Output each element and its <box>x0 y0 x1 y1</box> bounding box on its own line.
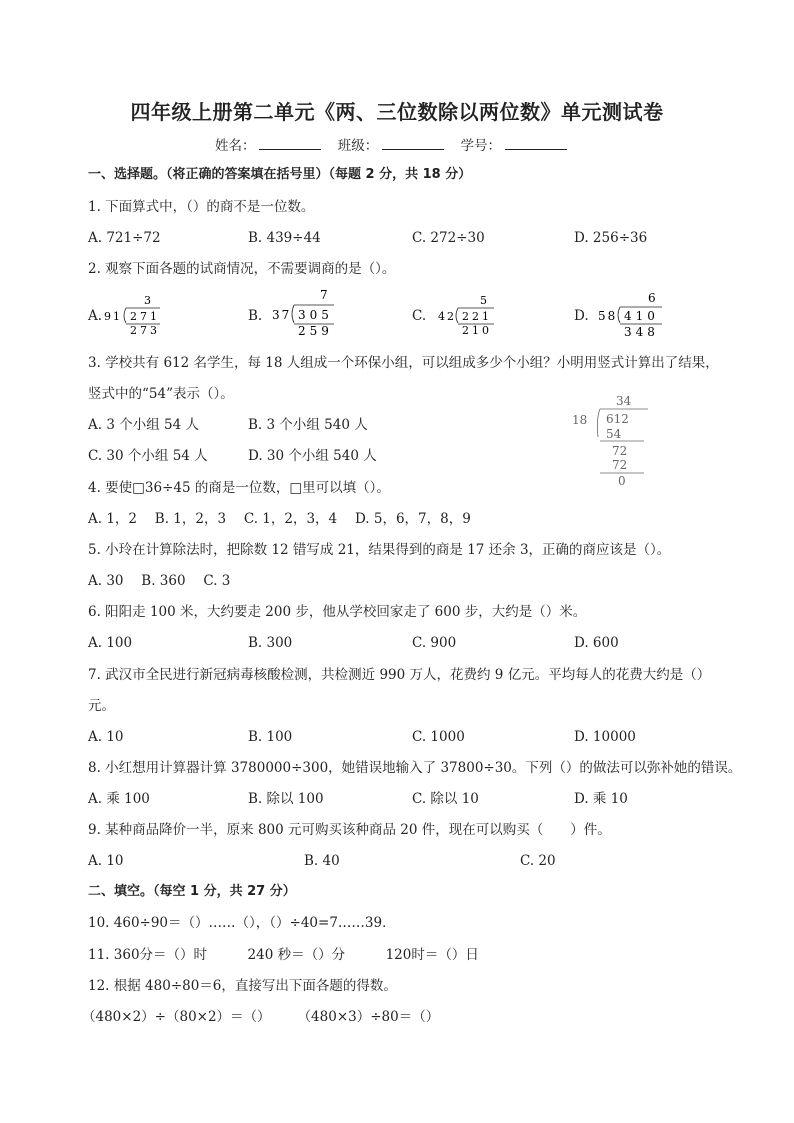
dividend: 305 <box>298 308 333 322</box>
q2-division-a <box>102 292 172 346</box>
id-blank[interactable] <box>505 137 567 150</box>
q2-option-d: D. <box>574 308 589 324</box>
question-4: 4. 要使□36÷45 的商是一位数，□里可以填（）。 <box>88 480 390 496</box>
page-title: 四年级上册第二单元《两、三位数除以两位数》单元测试卷 <box>130 100 664 124</box>
divisor: 58 <box>598 309 618 323</box>
q6-option-d: D. 600 <box>574 635 619 651</box>
question-1: 1. 下面算式中，（）的商不是一位数。 <box>88 199 315 215</box>
q2-option-a: A. <box>88 308 103 324</box>
q6-option-a: A. 100 <box>88 635 133 651</box>
section-2-heading: 二、填空。（每空 1 分，共 27 分） <box>88 884 296 899</box>
q3-long-division <box>568 393 658 493</box>
divisor: 37 <box>272 308 292 322</box>
section-1-heading: 一、选择题。（将正确的答案填在括号里）（每题 2 分，共 18 分） <box>88 167 472 182</box>
product: 348 <box>624 325 659 339</box>
q7-option-d: D. 10000 <box>574 729 636 745</box>
q8-option-a: A. 乘 100 <box>88 791 150 807</box>
question-7-line-2: 元。 <box>88 698 115 714</box>
quotient: 5 <box>480 294 487 307</box>
question-12: 12. 根据 480÷80＝6，直接写出下面各题的得数。 <box>88 978 397 994</box>
q8-option-c: C. 除以 10 <box>412 791 479 807</box>
q1-option-a: A. 721÷72 <box>88 230 161 246</box>
product: 210 <box>462 324 492 337</box>
q9-option-a: A. 10 <box>88 853 124 869</box>
student-info <box>0 134 794 154</box>
question-3-line-2: 竖式中的“54”表示（）。 <box>88 386 234 402</box>
question-2: 2. 观察下面各题的试商情况，不需要调商的是（）。 <box>88 261 396 277</box>
q5-options: A. 30 B. 360 C. 3 <box>88 573 231 589</box>
q2-division-d <box>596 290 668 346</box>
q3-option-c: C. 30 个小组 54 人 <box>88 448 208 464</box>
name-blank[interactable] <box>259 137 321 150</box>
q6-option-c: C. 900 <box>412 635 457 651</box>
q9-option-c: C. 20 <box>520 853 556 869</box>
quotient: 7 <box>320 288 328 302</box>
question-11: 11. 360分＝（）时 240 秒＝（）分 120时＝（）日 <box>88 947 479 963</box>
product: 273 <box>130 324 160 337</box>
question-5: 5. 小玲在计算除法时，把除数 12 错写成 21，结果得到的商是 17 还余 3，正确的商应该是（）。 <box>88 542 671 558</box>
dividend: 221 <box>462 310 492 323</box>
q4-options: A. 1，2 B. 1，2，3 C. 1，2，3，4 D. 5，6，7，8，9 <box>88 511 471 527</box>
step-72-b: 72 <box>612 458 628 472</box>
q8-option-b: B. 除以 100 <box>248 791 324 807</box>
q7-option-a: A. 10 <box>88 729 124 745</box>
q7-option-b: B. 100 <box>248 729 293 745</box>
product: 259 <box>298 324 333 338</box>
remainder: 0 <box>618 474 626 488</box>
dividend: 410 <box>624 309 659 323</box>
q2-division-c <box>436 292 506 346</box>
question-9: 9. 某种商品降价一半，原来 800 元可购买该种商品 20 件，现在可以购买（ ）件。 <box>88 822 611 838</box>
question-8: 8. 小红想用计算器计算 3780000÷300，她错误地输入了 37800÷30。下列（）的做法可以弥补她的错误。 <box>88 760 742 776</box>
step-54: 54 <box>606 427 622 441</box>
divisor: 18 <box>572 413 588 427</box>
q3-option-a: A. 3 个小组 54 人 <box>88 417 199 433</box>
name-label: 姓名： <box>214 138 256 154</box>
quotient: 34 <box>616 394 632 408</box>
question-3-line-1: 3. 学校共有 612 名学生，每 18 人组成一个环保小组，可以组成多少个小组？小明用竖式计算出了结果， <box>88 355 719 371</box>
question-10: 10. 460÷90＝（）……（），（）÷40=7……39． <box>88 915 396 931</box>
dividend: 271 <box>130 310 160 323</box>
q7-option-c: C. 1000 <box>412 729 465 745</box>
quotient: 6 <box>648 291 656 305</box>
q2-division-b <box>270 287 340 345</box>
question-6: 6. 阳阳走 100 米，大约要走 200 步，他从学校回家走了 600 步，大约是（）米。 <box>88 604 587 620</box>
q3-option-d: D. 30 个小组 540 人 <box>248 448 377 464</box>
dividend: 612 <box>606 412 629 426</box>
q8-option-d: D. 乘 10 <box>574 791 628 807</box>
q1-option-d: D. 256÷36 <box>574 230 648 246</box>
q1-option-b: B. 439÷44 <box>248 230 321 246</box>
q9-option-b: B. 40 <box>304 853 340 869</box>
divisor: 42 <box>438 310 456 323</box>
q3-option-b: B. 3 个小组 540 人 <box>248 417 368 433</box>
id-label: 学号： <box>460 138 502 154</box>
divisor: 91 <box>104 310 122 323</box>
q2-option-b: B. <box>248 308 263 324</box>
q2-option-c: C. <box>412 308 427 324</box>
class-label: 班级： <box>337 138 379 154</box>
question-7-line-1: 7. 武汉市全民进行新冠病毒核酸检测，共检测近 990 万人，花费约 9 亿元。平均每人的花费大约是（） <box>88 667 711 683</box>
q1-option-c: C. 272÷30 <box>412 230 485 246</box>
step-72-a: 72 <box>612 444 628 458</box>
q6-option-b: B. 300 <box>248 635 293 651</box>
class-blank[interactable] <box>382 137 444 150</box>
q12-expressions: （480×2）÷（80×2）＝（） （480×3）÷80＝（） <box>82 1009 440 1025</box>
quotient: 3 <box>144 294 151 307</box>
